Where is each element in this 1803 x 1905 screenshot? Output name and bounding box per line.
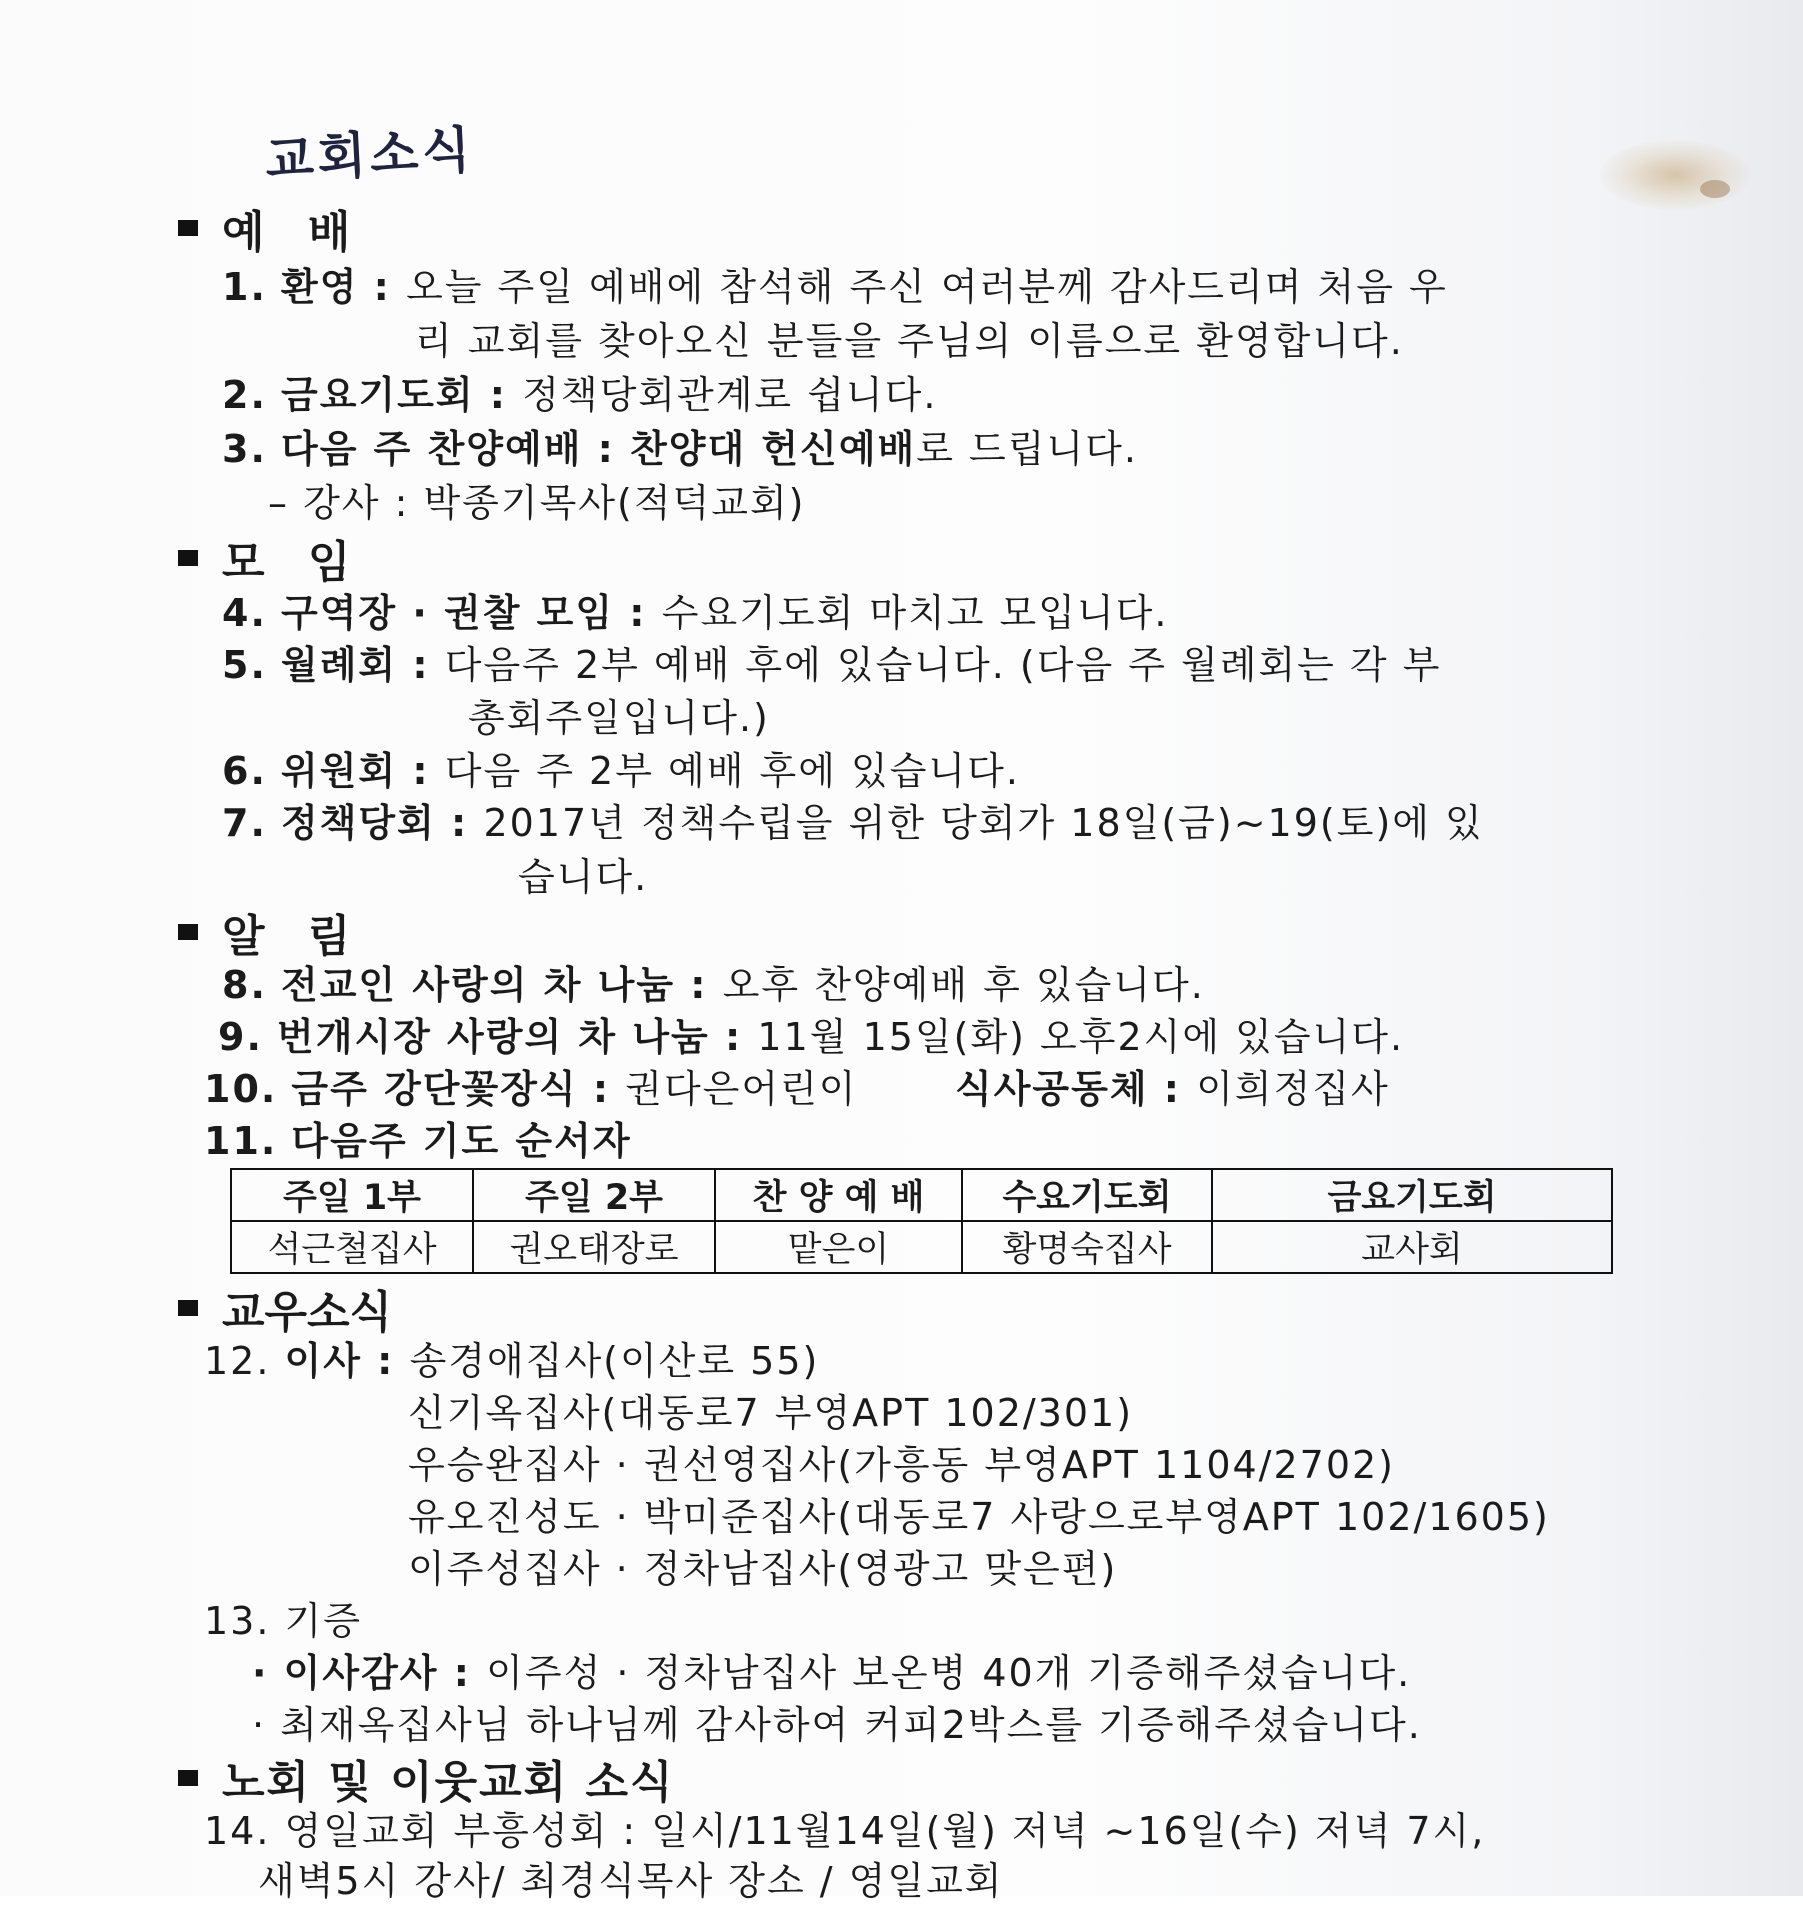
item-number: 1. bbox=[222, 265, 267, 309]
item-separator: : bbox=[675, 963, 723, 1007]
item-number: 9. bbox=[218, 1015, 263, 1059]
item-number: 7. bbox=[222, 801, 267, 845]
item-label: 정책당회 bbox=[280, 801, 436, 845]
item-label: 구역장 · 권찰 모임 bbox=[280, 591, 615, 635]
item-text: 다음주 2부 예배 후에 있습니다. (다음 주 월례회는 각 부 bbox=[444, 643, 1442, 687]
item-14-line2: 새벽5시 강사/ 최경식목사 장소 / 영일교회 bbox=[258, 1859, 1004, 1903]
item-12 bbox=[204, 1330, 819, 1385]
item-number: 10. bbox=[204, 1067, 278, 1111]
item-separator: : bbox=[435, 801, 484, 845]
table-row bbox=[231, 1221, 1612, 1273]
item-7-line2: 습니다. bbox=[518, 855, 649, 899]
item-separator: : bbox=[474, 373, 523, 417]
section-meeting bbox=[178, 526, 364, 590]
item-label: 금요기도회 bbox=[280, 373, 475, 417]
section-title: 교우소식 bbox=[222, 1287, 393, 1338]
item-8 bbox=[222, 954, 1205, 1009]
item-12-line: 우승완집사 · 권선영집사(가흥동 부영APT 1104/2702) bbox=[408, 1443, 1396, 1487]
item-text: 정책당회관계로 쉽니다. bbox=[522, 373, 938, 417]
item-separator: : bbox=[582, 427, 631, 471]
item-3 bbox=[222, 418, 1138, 473]
item-number: 11. bbox=[204, 1119, 278, 1163]
item-9 bbox=[218, 1006, 1404, 1061]
item-separator: : bbox=[438, 1651, 487, 1695]
table-cell: 교사회 bbox=[1212, 1221, 1612, 1273]
prayer-order-table bbox=[230, 1168, 1613, 1274]
item-text: 로 드립니다. bbox=[916, 427, 1138, 471]
item-4 bbox=[222, 582, 1168, 637]
item-10 bbox=[204, 1058, 858, 1113]
item-number: 6. bbox=[222, 749, 267, 793]
table-header-cell: 주일 1부 bbox=[231, 1169, 473, 1221]
item-text: 이희정집사 bbox=[1196, 1067, 1390, 1111]
section-worship bbox=[178, 196, 364, 260]
square-bullet-icon bbox=[178, 550, 198, 566]
item-separator: : bbox=[397, 749, 445, 793]
item-separator: : bbox=[358, 265, 407, 309]
table-cell: 맡은이 bbox=[715, 1221, 962, 1273]
item-label: 환영 bbox=[280, 265, 359, 309]
item-separator: : bbox=[397, 643, 445, 687]
section-title: 예 배 bbox=[222, 207, 365, 258]
table-cell: 황명숙집사 bbox=[962, 1221, 1212, 1273]
square-bullet-icon bbox=[178, 1770, 198, 1786]
item-text: 2017년 정책수립을 위한 당회가 18일(금)~19(토)에 있 bbox=[483, 801, 1484, 845]
item-13-bullet2: · 최재옥집사님 하나님께 감사하여 커피2박스를 기증해주셨습니다. bbox=[252, 1703, 1422, 1747]
item-7-line1 bbox=[222, 792, 1484, 847]
item-text: 오후 찬양예배 후 있습니다. bbox=[722, 963, 1205, 1007]
item-label: 기증 bbox=[284, 1599, 362, 1643]
table-header-cell: 수요기도회 bbox=[962, 1169, 1212, 1221]
item-label: 다음 주 찬양예배 bbox=[280, 427, 583, 471]
table-header-row bbox=[231, 1169, 1612, 1221]
item-label: 전교인 사랑의 차 나눔 bbox=[280, 963, 676, 1007]
paper-stain bbox=[1600, 140, 1750, 210]
item-text: 일시/11월14일(월) 저녁 ~16일(수) 저녁 7시, bbox=[651, 1809, 1486, 1853]
item-1-line2: 리 교회를 찾아오신 분들을 주님의 이름으로 환영합니다. bbox=[415, 319, 1404, 363]
item-text: 송경애집사(이산로 55) bbox=[409, 1339, 820, 1383]
table-header-cell: 찬 양 예 배 bbox=[715, 1169, 962, 1221]
item-number: 14. bbox=[204, 1809, 271, 1853]
item-12-line: 유오진성도 · 박미준집사(대동로7 사랑으로부영APT 102/1605) bbox=[408, 1495, 1550, 1539]
item-11 bbox=[204, 1110, 632, 1165]
item-number: 2. bbox=[222, 373, 267, 417]
item-text: 다음 주 2부 예배 후에 있습니다. bbox=[444, 749, 1020, 793]
item-separator: : bbox=[361, 1339, 410, 1383]
item-3-sub: – 강사 : 박종기목사(적덕교회) bbox=[268, 481, 806, 525]
table-cell: 석근철집사 bbox=[231, 1221, 473, 1273]
item-text: 11월 15일(화) 오후2시에 있습니다. bbox=[757, 1015, 1405, 1059]
item-label: 월례회 bbox=[280, 643, 398, 687]
item-number: 8. bbox=[222, 963, 267, 1007]
item-label: 금주 강단꽃장식 bbox=[291, 1067, 578, 1111]
item-text: 수요기도회 마치고 모입니다. bbox=[661, 591, 1169, 635]
table-cell: 권오태장로 bbox=[473, 1221, 715, 1273]
item-2 bbox=[222, 364, 937, 419]
square-bullet-icon bbox=[178, 1300, 198, 1316]
item-number: 4. bbox=[222, 591, 267, 635]
item-number: 3. bbox=[222, 427, 267, 471]
paper-stain-spot bbox=[1700, 180, 1730, 198]
item-text: 이주성 · 정차남집사 보온병 40개 기증해주셨습니다. bbox=[486, 1651, 1412, 1695]
item-label: 위원회 bbox=[280, 749, 398, 793]
item-separator: : bbox=[1148, 1067, 1197, 1111]
item-5-line2: 총회주일입니다.) bbox=[468, 696, 770, 740]
item-13-bullet1 bbox=[252, 1642, 1411, 1697]
item-12-line: 신기옥집사(대동로7 부영APT 102/301) bbox=[408, 1391, 1134, 1435]
item-number: 5. bbox=[222, 643, 267, 687]
item-label: 번개시장 사랑의 차 나눔 bbox=[276, 1015, 710, 1059]
item-1-line1 bbox=[222, 256, 1448, 311]
square-bullet-icon bbox=[178, 220, 198, 236]
item-6 bbox=[222, 740, 1020, 795]
item-separator: : bbox=[614, 591, 662, 635]
item-label: 식사공동체 bbox=[955, 1067, 1149, 1111]
item-13 bbox=[204, 1590, 362, 1645]
item-number: 12. bbox=[204, 1339, 271, 1383]
item-14-line1 bbox=[204, 1800, 1485, 1855]
item-10-meal bbox=[955, 1058, 1390, 1113]
square-bullet-icon bbox=[178, 924, 198, 940]
item-label: 다음주 기도 순서자 bbox=[291, 1119, 632, 1163]
item-separator: : bbox=[577, 1067, 626, 1111]
item-separator: : bbox=[608, 1809, 652, 1853]
item-text: 권다은어린이 bbox=[625, 1067, 858, 1111]
item-number: 13. bbox=[204, 1599, 271, 1643]
item-label: · 이사감사 bbox=[252, 1651, 439, 1695]
section-title: 알 림 bbox=[222, 911, 365, 962]
item-text: 오늘 주일 예배에 참석해 주신 여러분께 감사드리며 처음 우 bbox=[406, 265, 1448, 309]
item-5-line1 bbox=[222, 634, 1441, 689]
item-bold-text: 찬양대 헌신예배 bbox=[630, 427, 917, 471]
item-label: 영일교회 부흥성회 bbox=[284, 1809, 609, 1853]
item-separator: : bbox=[709, 1015, 758, 1059]
item-12-line: 이주성집사 · 정차남집사(영광고 맞은편) bbox=[408, 1547, 1118, 1591]
handwritten-title: 교회소식 bbox=[263, 119, 476, 190]
item-label: 이사 bbox=[284, 1339, 362, 1383]
table-header-cell: 주일 2부 bbox=[473, 1169, 715, 1221]
section-title: 모 임 bbox=[222, 537, 365, 588]
table-header-cell: 금요기도회 bbox=[1212, 1169, 1612, 1221]
section-title: 노회 및 이웃교회 소식 bbox=[222, 1757, 675, 1808]
